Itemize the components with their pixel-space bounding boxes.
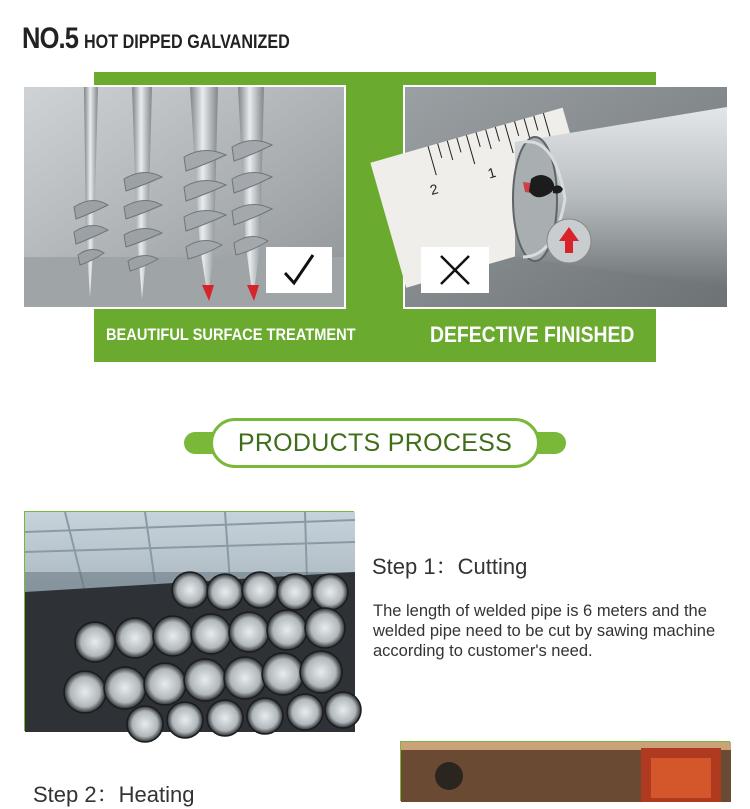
process-title: PRODUCTS PROCESS	[237, 428, 513, 457]
step-1-description: The length of welded pipe is 6 meters and the welded pipe need to be cut by sawing machine according to customer's need.	[373, 602, 716, 660]
good-surface-caption: BEAUTIFUL SURFACE TREATMENT	[106, 325, 356, 344]
step-2-photo	[400, 741, 730, 801]
section-title: HOT DIPPED GALVANIZED	[84, 32, 290, 53]
cross-icon	[438, 253, 472, 287]
step-1-photo	[24, 511, 354, 731]
process-banner	[210, 418, 540, 468]
good-surface-photo	[24, 87, 344, 307]
defect-caption: DEFECTIVE FINISHED	[430, 322, 635, 347]
defect-surface-photo	[405, 87, 727, 307]
section-header	[22, 22, 326, 58]
ruler-label-1: 1	[485, 163, 498, 182]
step-1-title: Step 1：Cutting	[372, 554, 528, 579]
step-2-title: Step 2：Heating	[33, 782, 195, 807]
ruler-label-2: 2	[428, 180, 440, 199]
good-surface-photo-frame	[22, 85, 346, 309]
check-icon	[281, 253, 317, 287]
section-number: NO.5	[22, 22, 79, 55]
defect-surface-photo-frame	[403, 85, 729, 309]
rejected-mark	[421, 247, 489, 293]
approved-mark	[266, 247, 332, 293]
